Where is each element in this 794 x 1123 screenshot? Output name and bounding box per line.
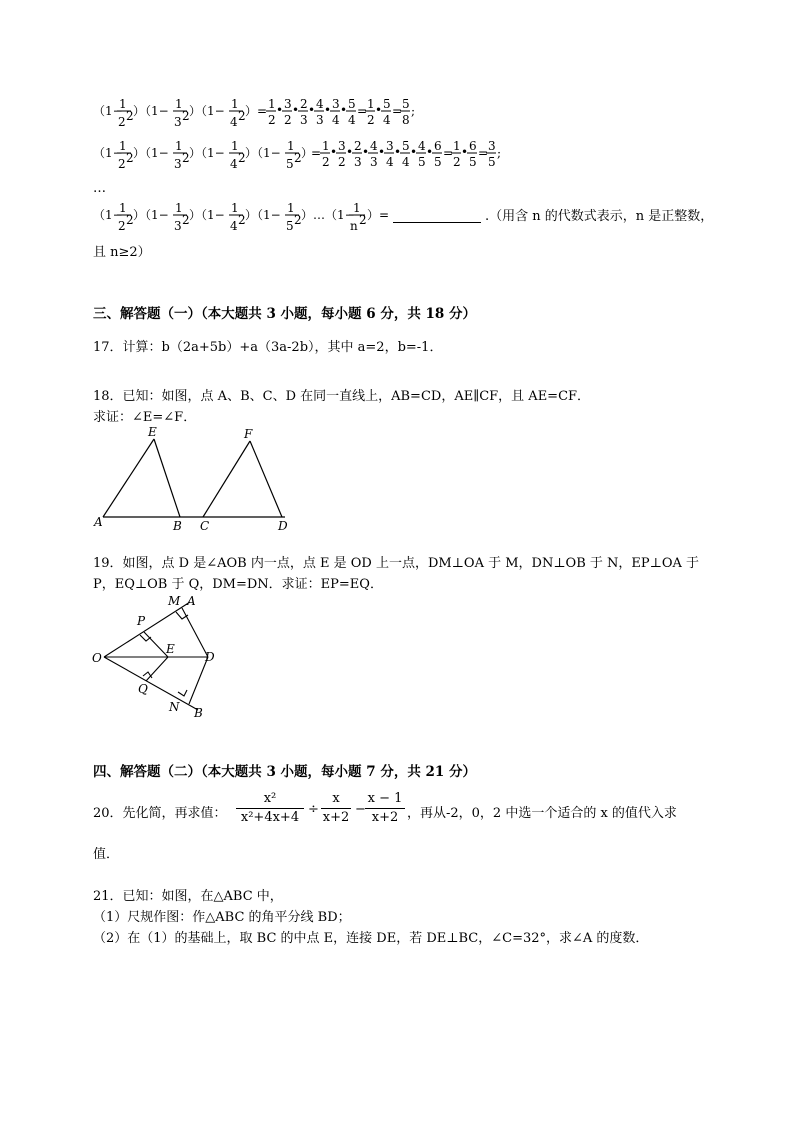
svg-text:2: 2 — [322, 155, 330, 169]
svg-text:）（1−: ）（1− — [245, 208, 281, 222]
svg-text:2: 2 — [126, 151, 134, 165]
q20-num3: x − 1 — [365, 790, 405, 809]
q20-line-1 — [93, 790, 713, 834]
svg-text:（1−: （1− — [93, 146, 123, 160]
series-row-1-math — [93, 96, 713, 132]
svg-text:1: 1 — [231, 97, 239, 111]
section4-heading: 四、解答题（二）（本大题共 3 小题，每小题 7 分，共 21 分） — [93, 764, 477, 780]
q20-div: ÷ — [308, 802, 319, 817]
svg-text:3: 3 — [174, 219, 182, 233]
svg-text:3: 3 — [332, 97, 340, 111]
svg-text:5: 5 — [418, 155, 426, 169]
q21-line-2: （1）尺规作图：作△ABC 的角平分线 BD； — [93, 910, 351, 925]
svg-text:4: 4 — [383, 113, 391, 127]
svg-text:2: 2 — [294, 213, 302, 227]
section3-heading: 三、解答题（一）（本大题共 3 小题，每小题 6 分，共 18 分） — [93, 306, 477, 322]
series-row-1 — [93, 96, 713, 130]
label-M: M — [168, 594, 181, 608]
svg-text:•: • — [324, 103, 332, 117]
svg-text:•: • — [276, 103, 284, 117]
svg-text:1: 1 — [268, 97, 276, 111]
svg-text:3: 3 — [338, 139, 346, 153]
q21-line-1: 21．已知：如图，在△ABC 中， — [93, 889, 283, 904]
svg-text:1: 1 — [453, 139, 461, 153]
svg-text:•: • — [292, 103, 300, 117]
svg-text:2: 2 — [453, 155, 461, 169]
svg-text:=: = — [443, 146, 454, 160]
svg-text:3: 3 — [354, 155, 362, 169]
label-E: E — [148, 425, 157, 439]
svg-text:5: 5 — [402, 139, 410, 153]
svg-text:6: 6 — [434, 139, 442, 153]
q18-line-2: 求证：∠E=∠F． — [93, 410, 197, 425]
svg-text:1: 1 — [175, 139, 183, 153]
svg-text:1: 1 — [287, 139, 295, 153]
svg-text:2: 2 — [338, 155, 346, 169]
svg-text:•: • — [426, 145, 434, 159]
svg-text:2: 2 — [118, 219, 126, 233]
svg-text:2: 2 — [182, 213, 190, 227]
q18-line-1: 18．已知：如图，点 A、B、C、D 在同一直线上，AB=CD，AE∥CF，且 AE=CF． — [93, 389, 591, 404]
svg-text:（1−: （1− — [93, 104, 123, 118]
label-Q: Q — [138, 682, 148, 696]
svg-text:•: • — [461, 145, 469, 159]
svg-text:5: 5 — [286, 219, 294, 233]
svg-text:3: 3 — [284, 97, 292, 111]
label-P: P — [137, 614, 146, 628]
q20-den3: x+2 — [371, 810, 399, 825]
svg-text:4: 4 — [386, 155, 394, 169]
svg-text:）: ） — [301, 146, 314, 160]
svg-text:5: 5 — [402, 97, 410, 111]
svg-text:）（1−: ）（1− — [189, 146, 225, 160]
svg-text:8: 8 — [402, 113, 410, 127]
svg-text:3: 3 — [174, 115, 182, 129]
svg-text:2: 2 — [238, 213, 246, 227]
q17-text: 17．计算：b（2a+5b）+a（3a-2b），其中 a=2，b=-1． — [93, 340, 443, 355]
series-row-2-math — [93, 138, 713, 174]
figure-19 — [90, 592, 230, 722]
label-D: D — [278, 519, 288, 533]
svg-text:•: • — [362, 145, 370, 159]
svg-text:4: 4 — [230, 219, 238, 233]
svg-text:6: 6 — [469, 139, 477, 153]
svg-text:2: 2 — [354, 139, 362, 153]
svg-text:）=: ）= — [367, 208, 390, 222]
svg-text:2: 2 — [300, 97, 308, 111]
svg-text:4: 4 — [316, 97, 324, 111]
svg-text:）（1−: ）（1− — [189, 208, 225, 222]
svg-text:3: 3 — [316, 113, 324, 127]
svg-text:=: = — [392, 104, 403, 118]
svg-text:•: • — [330, 145, 338, 159]
svg-text:2: 2 — [367, 113, 375, 127]
svg-text:=: = — [311, 146, 322, 160]
svg-text:2: 2 — [126, 213, 134, 227]
label-C: C — [200, 519, 210, 533]
label-A2: A — [187, 594, 196, 608]
svg-text:）（1−: ）（1− — [245, 146, 281, 160]
svg-text:=: = — [357, 104, 368, 118]
svg-text:1: 1 — [367, 97, 375, 111]
svg-text:）（1−: ）（1− — [133, 104, 169, 118]
label-B: B — [173, 519, 182, 533]
svg-text:;: ; — [411, 104, 416, 118]
svg-text:5: 5 — [286, 157, 294, 171]
svg-text:2: 2 — [359, 213, 367, 227]
svg-text:•: • — [308, 103, 316, 117]
svg-text:）（1−: ）（1− — [133, 146, 169, 160]
series-general-note-2: 且 n≥2） — [93, 245, 151, 260]
svg-text:1: 1 — [322, 139, 330, 153]
svg-text:5: 5 — [488, 155, 496, 169]
figure-18 — [90, 425, 310, 535]
svg-text:4: 4 — [332, 113, 340, 127]
answer-blank[interactable] — [393, 210, 481, 223]
svg-text:1: 1 — [119, 201, 127, 215]
svg-text:4: 4 — [230, 115, 238, 129]
svg-text:（1−: （1− — [93, 208, 123, 222]
svg-text:）（1−: ）（1− — [133, 208, 169, 222]
svg-text:•: • — [394, 145, 402, 159]
svg-text:4: 4 — [402, 155, 410, 169]
series-row-2 — [93, 138, 713, 172]
svg-text:3: 3 — [386, 139, 394, 153]
svg-text:2: 2 — [182, 151, 190, 165]
svg-text:3: 3 — [370, 155, 378, 169]
svg-text:2: 2 — [182, 109, 190, 123]
svg-text:•: • — [375, 103, 383, 117]
svg-text:1: 1 — [231, 139, 239, 153]
svg-text:1: 1 — [119, 97, 127, 111]
svg-text:3: 3 — [300, 113, 308, 127]
svg-text:;: ; — [497, 146, 502, 160]
q20-minus: − — [355, 802, 366, 817]
svg-text:2: 2 — [294, 151, 302, 165]
svg-text:1: 1 — [231, 201, 239, 215]
svg-text:3: 3 — [488, 139, 496, 153]
q20-den2: x+2 — [322, 810, 350, 825]
svg-text:1: 1 — [287, 201, 295, 215]
label-D2: D — [205, 650, 215, 664]
q20-prefix: 20．先化简，再求值： — [93, 806, 227, 821]
q19-line-2: P，EQ⊥OB 于 Q，DM=DN．求证：EP=EQ． — [93, 577, 383, 592]
svg-text:4: 4 — [348, 113, 356, 127]
svg-text:•: • — [340, 103, 348, 117]
q20-num1: x² — [236, 790, 304, 809]
svg-text:2: 2 — [238, 109, 246, 123]
q20-den1: x²+4x+4 — [240, 810, 300, 825]
label-A: A — [94, 515, 103, 529]
svg-text:•: • — [378, 145, 386, 159]
svg-text:4: 4 — [418, 139, 426, 153]
svg-text:1: 1 — [175, 201, 183, 215]
label-O: O — [92, 651, 102, 665]
svg-text:）…（1−: ）…（1− — [301, 208, 355, 222]
svg-text:2: 2 — [118, 115, 126, 129]
svg-text:•: • — [346, 145, 354, 159]
q20-fraction-2 — [321, 790, 351, 827]
svg-text:2: 2 — [126, 109, 134, 123]
svg-text:n: n — [350, 219, 358, 233]
svg-text:•: • — [410, 145, 418, 159]
svg-text:=: = — [257, 104, 268, 118]
q20-suffix: ，再从-2，0，2 中选一个适合的 x 的值代入求 — [407, 806, 677, 821]
svg-text:）（1−: ）（1− — [189, 104, 225, 118]
svg-text:5: 5 — [383, 97, 391, 111]
q19-line-1: 19．如图，点 D 是∠AOB 内一点，点 E 是 OD 上一点，DM⊥OA 于 M，DN⊥OB 于 N，EP⊥OA 于 — [93, 556, 700, 571]
label-B2: B — [194, 706, 203, 720]
svg-text:4: 4 — [370, 139, 378, 153]
svg-text:1: 1 — [353, 201, 361, 215]
q20-num2: x — [321, 790, 351, 809]
svg-text:2: 2 — [238, 151, 246, 165]
q20-fraction-1 — [236, 790, 304, 827]
svg-text:5: 5 — [348, 97, 356, 111]
label-E2: E — [166, 642, 175, 656]
svg-text:3: 3 — [174, 157, 182, 171]
svg-text:）: ） — [245, 104, 258, 118]
svg-text:=: = — [478, 146, 489, 160]
svg-text:5: 5 — [469, 155, 477, 169]
series-row-general — [93, 200, 713, 242]
label-F: F — [244, 427, 253, 441]
svg-text:5: 5 — [434, 155, 442, 169]
svg-text:2: 2 — [268, 113, 276, 127]
series-ellipsis: … — [93, 181, 106, 196]
svg-text:2: 2 — [118, 157, 126, 171]
q21-line-3: （2）在（1）的基础上，取 BC 的中点 E，连接 DE，若 DE⊥BC，∠C=32°，求∠A 的度数． — [93, 931, 649, 946]
q20-line-2: 值． — [93, 847, 120, 862]
svg-text:1: 1 — [119, 139, 127, 153]
svg-text:1: 1 — [175, 97, 183, 111]
series-general-note: .（用含 n 的代数式表示，n 是正整数， — [485, 209, 714, 224]
label-N: N — [169, 700, 180, 714]
svg-text:2: 2 — [284, 113, 292, 127]
svg-text:4: 4 — [230, 157, 238, 171]
q20-fraction-3 — [365, 790, 405, 827]
